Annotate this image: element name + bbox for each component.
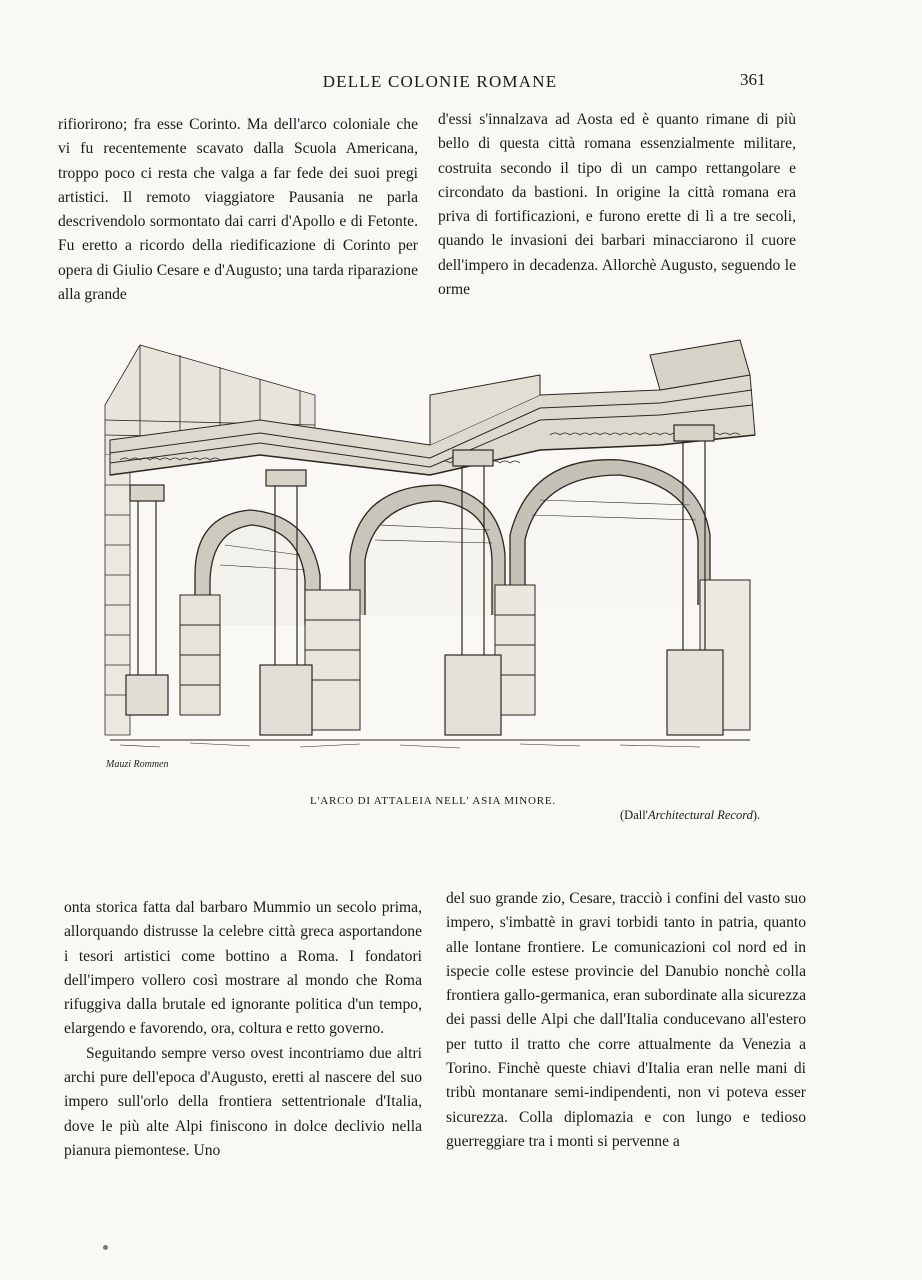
artist-signature: Mauzi Rommen xyxy=(106,759,169,770)
figure-caption: L'ARCO DI ATTALEIA NELL' ASIA MINORE. xyxy=(310,795,556,807)
credit-source: Architectural Record xyxy=(647,808,753,822)
page-number: 361 xyxy=(740,70,766,89)
paragraph: del suo grande zio, Cesare, tracciò i confini del vasto suo impero, s'imbattè in gravi torbidi tanto in patria, quanto alle lontane frontiere. Le comunicazioni col nord ed in ispecie colle estese provincie del Danubio nonchè colla frontiera gallo-germanica, eran subordinate alla sicurezza dei passi delle Alpi che dall'Italia conducevano all'estero per tutto il tratto che corre attualmente da Venezia a Torino. Finchè queste chiavi d'Italia eran nelle mani di tribù montanare semi-indipendenti, non vi poteva esser sicurezza. Colla diplomazia e con lungo e tedioso guerreggiare tra i monti si pervenne a xyxy=(446,890,806,1150)
credit-suffix: ). xyxy=(752,808,761,822)
paragraph: rifiorirono; fra esse Corinto. Ma dell'arco coloniale che vi fu recentemente scavato dalla Scuola Americana, troppo poco ci resta che valga a far fede dei suoi pregi artistici. Il remoto viaggiatore Pausania ne parla descrivendolo sormontato dai carri d'Apollo e di Fetonte. Fu eretto a ricordo della riedificazione di Corinto per opera di Giulio Cesare e d'Augusto; una tarda riparazione alla grande xyxy=(58,116,418,304)
paragraph: onta storica fatta dal barbaro Mummio un secolo prima, allorquando distrusse la celebre città greca asportandone i tesori artistici come bottino a Roma. I fondatori dell'impero vollero così mostrare al mondo che Roma rifuggiva dalla brutale ed ignorante politica d'un tempo, elargendo e favorendo, ora, coltura e retto governo. xyxy=(64,899,422,1038)
paragraph: d'essi s'innalzava ad Aosta ed è quanto rimane di più bello di questa città romana essenzialmente militare, costruita secondo il tipo di un campo rettangolare e circondato da bastioni. In origine la città romana era priva di fortificazioni, e furono erette di lì a tre secoli, quando le invasioni dei barbari minacciarono il cuore dell'impero in decadenza. Allorchè Augusto, seguendo le orme xyxy=(438,111,796,299)
figure-credit xyxy=(620,808,760,823)
text-column-top-right xyxy=(438,108,796,302)
ground xyxy=(110,740,750,748)
ink-speck xyxy=(103,1245,108,1250)
running-header: DELLE COLONIE ROMANE xyxy=(322,72,558,91)
text-column-bottom-right xyxy=(446,887,806,1154)
credit-prefix: (Dall' xyxy=(620,808,648,822)
paragraph: Seguitando sempre verso ovest incontriamo due altri archi pure dell'epoca d'Augusto, eretti al nascere del suo impero sull'orlo della frontiera settentrionale d'Italia, dove le più alte Alpi finiscono in dolce declivio nella pianura piemontese. Uno xyxy=(64,1044,422,1159)
text-column-top-left xyxy=(58,113,418,307)
text-column-bottom-left xyxy=(64,896,422,1163)
arch-illustration xyxy=(100,335,760,780)
